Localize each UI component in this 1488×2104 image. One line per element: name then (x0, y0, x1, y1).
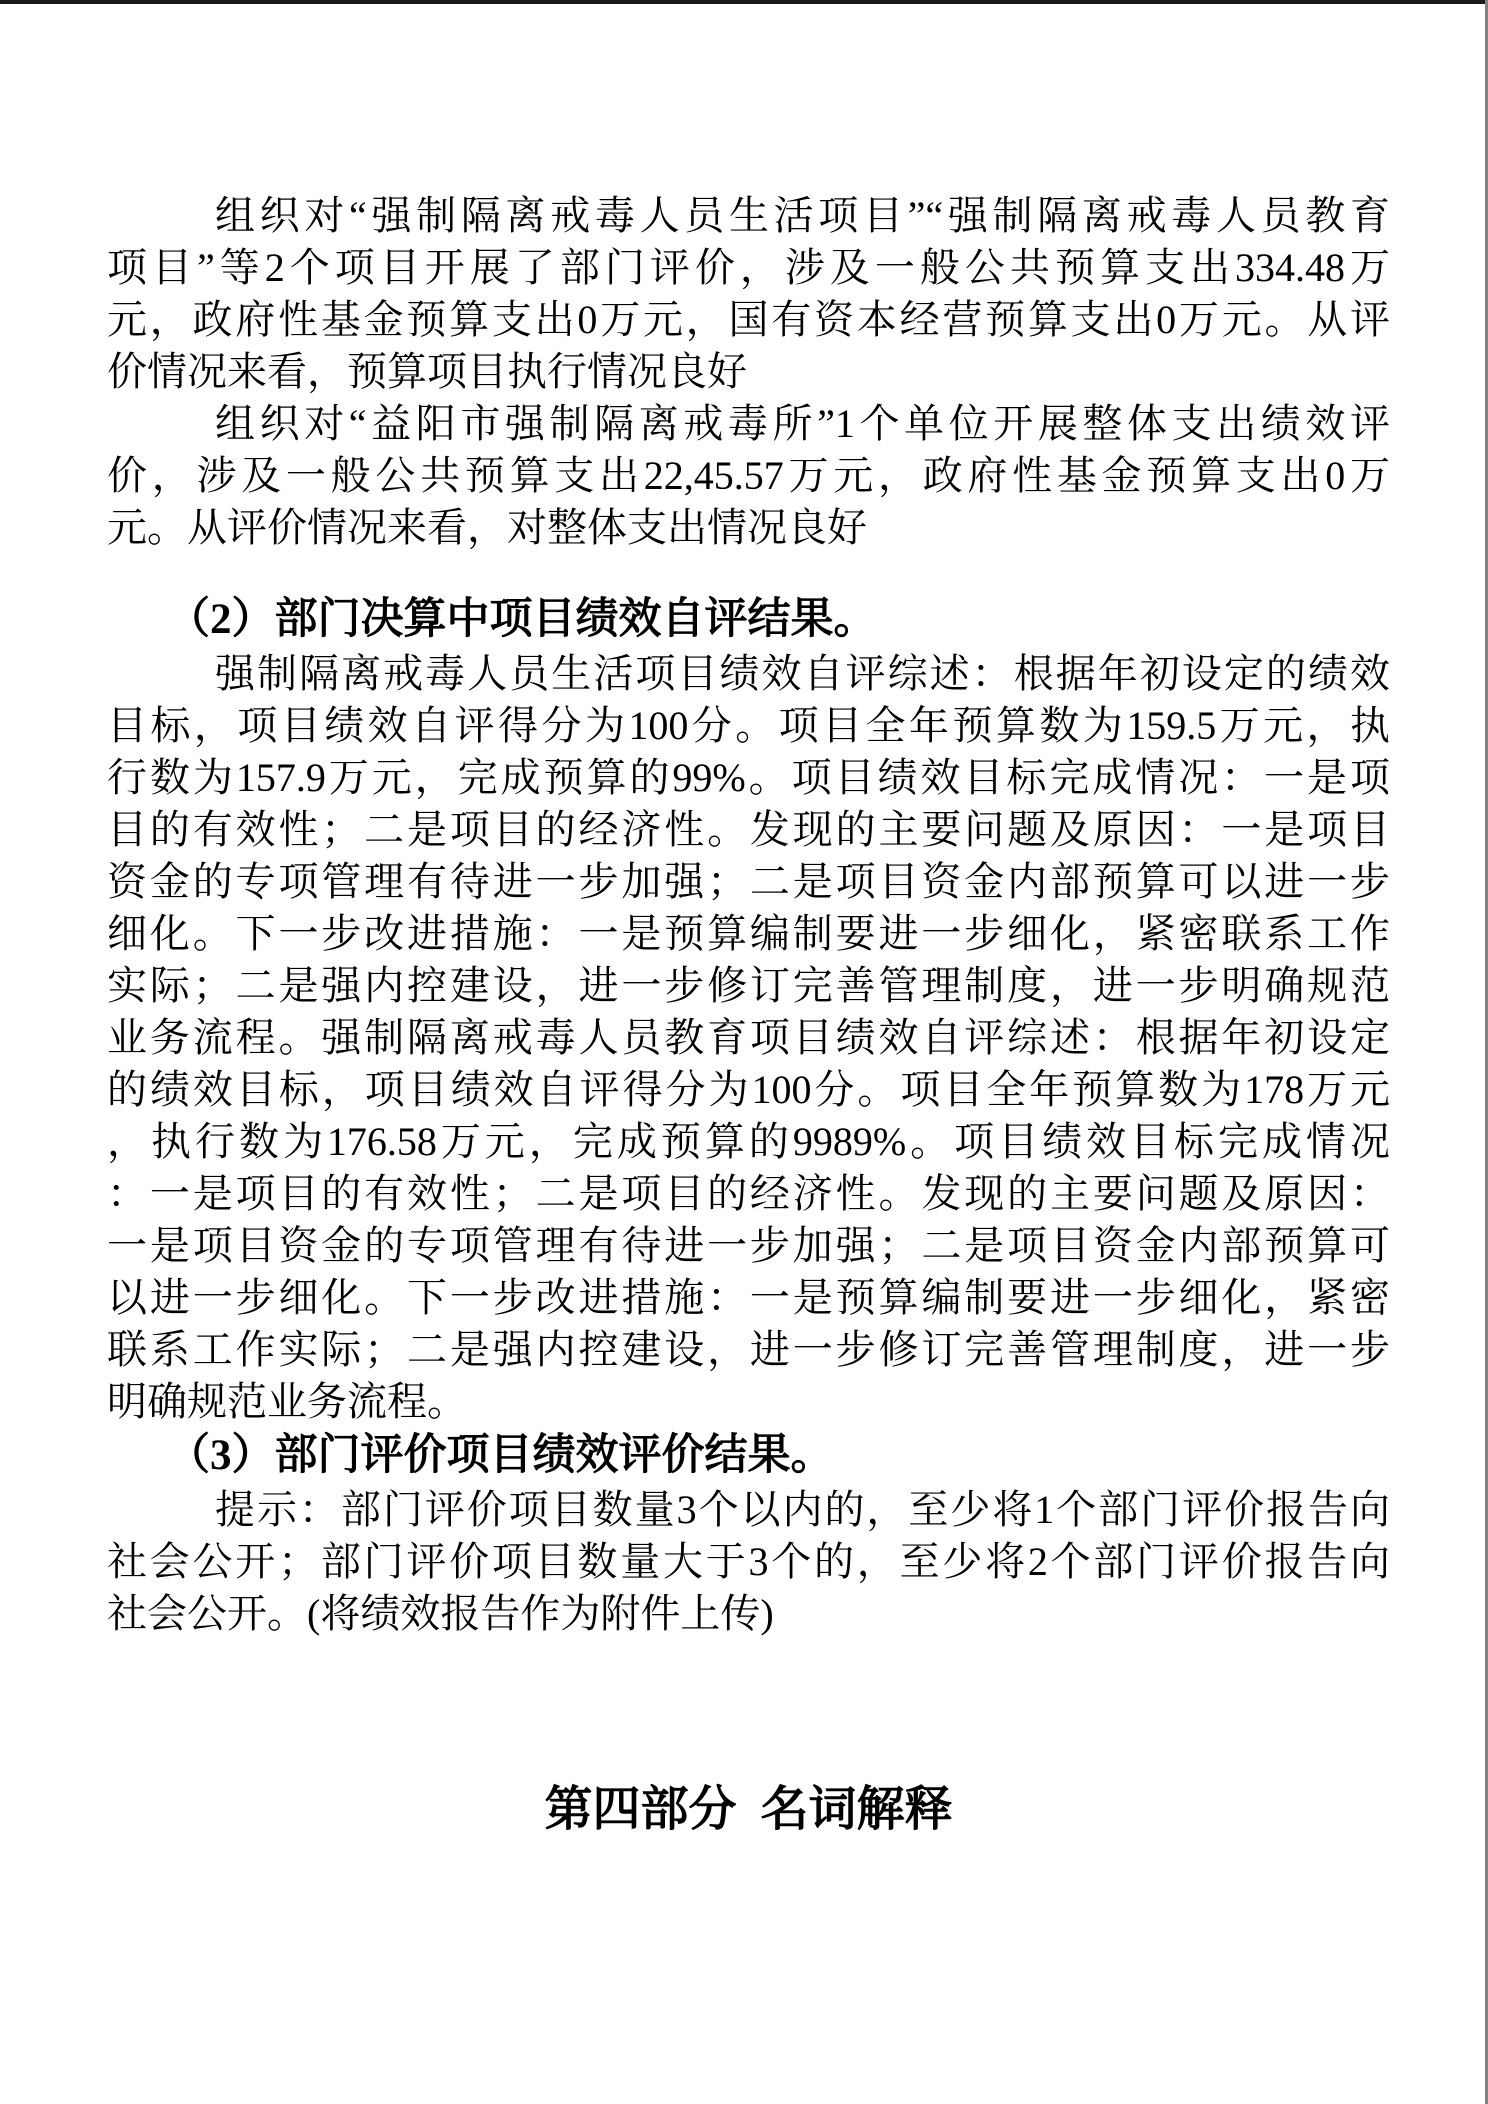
paragraph-line: 的绩效目标，项目绩效自评得分为100分。项目全年预算数为178万元 (107, 1067, 1390, 1112)
paragraph-line: 社会公开。(将绩效报告作为附件上传) (107, 1591, 774, 1636)
paragraph-line: 业务流程。强制隔离戒毒人员教育项目绩效自评综述：根据年初设定 (107, 1015, 1390, 1060)
paragraph-line: 以进一步细化。下一步改进措施：一是预算编制要进一步细化，紧密 (107, 1275, 1390, 1320)
paragraph-overall-expenditure (107, 398, 1390, 554)
section-title-part4: 第四部分 名词解释 (544, 1783, 953, 1836)
paragraph-line: 资金的专项管理有待进一步加强；二是项目资金内部预算可以进一步 (107, 859, 1390, 904)
paragraph-line: 一是项目资金的专项管理有待进一步加强；二是项目资金内部预算可 (107, 1223, 1390, 1268)
document-content (107, 190, 1390, 1840)
paragraph-line: 明确规范业务流程。 (107, 1379, 467, 1424)
paragraph-line: 行数为157.9万元，完成预算的99%。项目绩效目标完成情况：一是项 (107, 755, 1390, 800)
paragraph-line: 组织对“强制隔离戒毒人员生活项目”“强制隔离戒毒人员教育 (215, 193, 1390, 238)
page-top-edge (0, 0, 1488, 4)
paragraph-disclosure-note (107, 1484, 1390, 1640)
paragraph-evaluation-projects (107, 190, 1390, 398)
paragraph-line: 目的有效性；二是项目的经济性。发现的主要问题及原因：一是项目 (107, 807, 1390, 852)
paragraph-line: 提示：部门评价项目数量3个以内的，至少将1个部门评价报告向 (215, 1487, 1390, 1532)
paragraph-line: 价情况来看，预算项目执行情况良好 (107, 349, 747, 394)
paragraph-line: 项目”等2个项目开展了部门评价，涉及一般公共预算支出334.48万 (107, 245, 1390, 290)
paragraph-line: ，执行数为176.58万元，完成预算的9989%。项目绩效目标完成情况 (107, 1119, 1390, 1164)
paragraph-line: 元。从评价情况来看，对整体支出情况良好 (107, 505, 867, 550)
paragraph-line: 强制隔离戒毒人员生活项目绩效自评综述：根据年初设定的绩效 (215, 651, 1390, 696)
paragraph-line: 目标，项目绩效自评得分为100分。项目全年预算数为159.5万元，执 (107, 703, 1390, 748)
paragraph-line: 细化。下一步改进措施：一是预算编制要进一步细化，紧密联系工作 (107, 911, 1390, 956)
heading-self-evaluation-results: （2）部门决算中项目绩效自评结果。 (167, 596, 877, 643)
paragraph-line: 元，政府性基金预算支出0万元，国有资本经营预算支出0万元。从评 (107, 297, 1390, 342)
paragraph-line: 组织对“益阳市强制隔离戒毒所”1个单位开展整体支出绩效评 (215, 401, 1390, 446)
paragraph-line: 社会公开；部门评价项目数量大于3个的，至少将2个部门评价报告向 (107, 1539, 1390, 1584)
paragraph-line: ：一是项目的有效性；二是项目的经济性。发现的主要问题及原因： (107, 1171, 1390, 1216)
paragraph-self-evaluation-detail (107, 648, 1390, 1428)
paragraph-line: 联系工作实际；二是强内控建设，进一步修订完善管理制度，进一步 (107, 1327, 1390, 1372)
paragraph-line: 实际；二是强内控建设，进一步修订完善管理制度，进一步明确规范 (107, 963, 1390, 1008)
heading-department-evaluation-results: （3）部门评价项目绩效评价结果。 (167, 1432, 834, 1479)
paragraph-line: 价，涉及一般公共预算支出22,45.57万元，政府性基金预算支出0万 (107, 453, 1390, 498)
